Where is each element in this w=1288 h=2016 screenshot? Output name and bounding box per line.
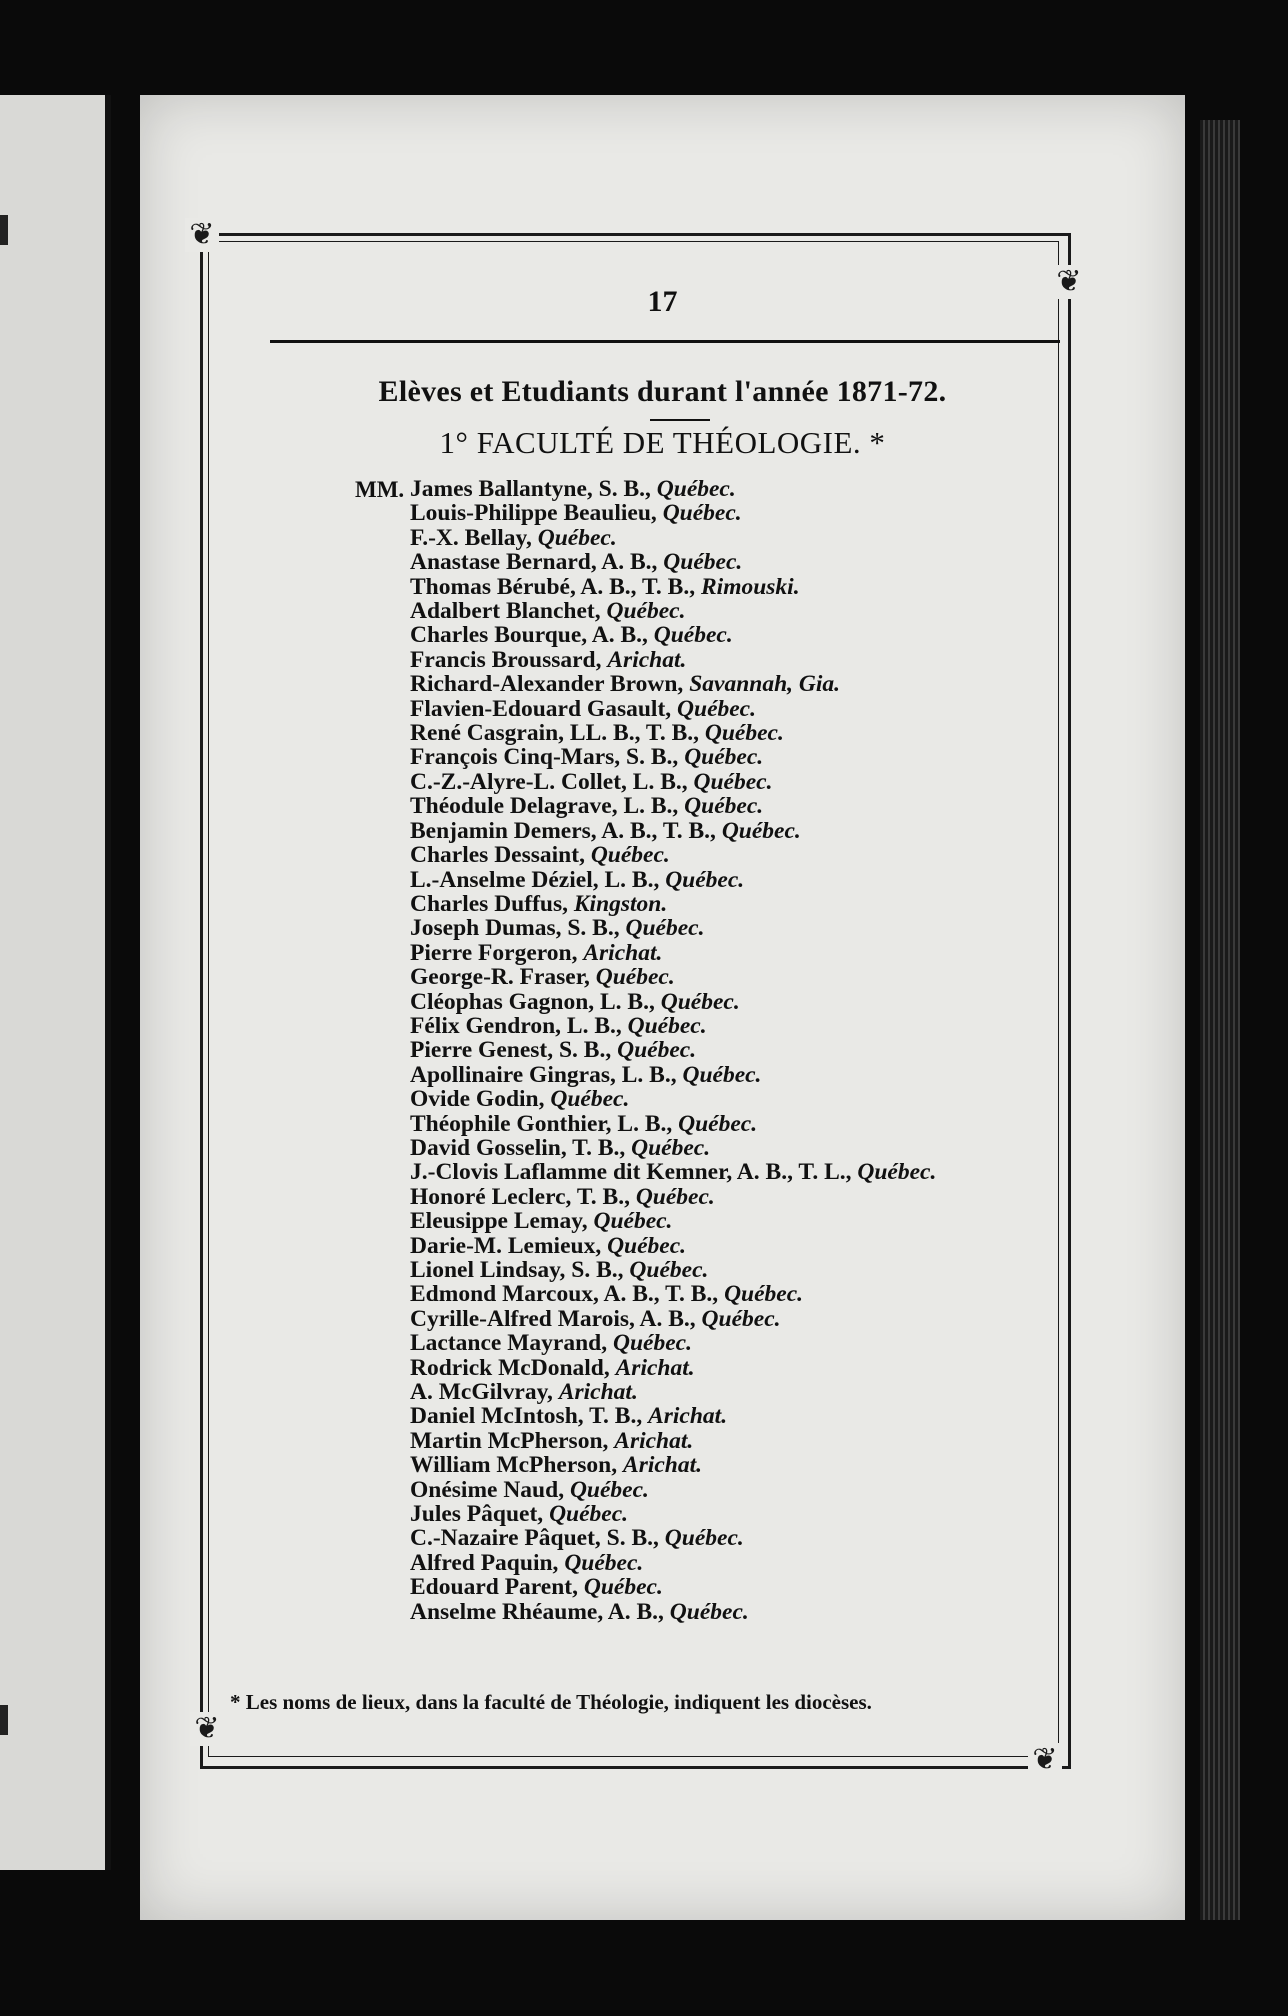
student-name: Flavien-Edouard Gasault, [410, 695, 678, 722]
student-list [355, 477, 1115, 1624]
student-place: Québec. [593, 1208, 673, 1235]
student-place: Arichat. [614, 1427, 694, 1454]
list-item [410, 1575, 1115, 1599]
student-place: Québec. [684, 744, 764, 771]
student-place: Québec. [677, 695, 756, 722]
student-place: Québec. [590, 842, 670, 869]
list-item [410, 1526, 1115, 1550]
student-name: Ovide Godin, [410, 1086, 551, 1113]
list-item [410, 1282, 1115, 1306]
student-place: Québec. [656, 476, 736, 502]
student-name: Lactance Mayrand, [410, 1330, 613, 1357]
student-name: Charles Duffus, [410, 890, 574, 917]
student-name: C.-Nazaire Pâquet, S. B., [410, 1525, 665, 1552]
book-page [140, 95, 1185, 1920]
student-place: Arichat. [623, 1452, 703, 1479]
list-item [410, 745, 1115, 769]
corner-ornament-icon: ❦ [190, 1712, 224, 1746]
list-item [410, 868, 1115, 892]
list-item [410, 1038, 1115, 1062]
student-place: Québec. [625, 915, 705, 942]
list-item [410, 721, 1115, 745]
student-name: Cyrille-Alfred Marois, A. B., [410, 1305, 702, 1332]
list-item [410, 672, 1115, 696]
student-name: Rodrick McDonald, [410, 1354, 616, 1381]
student-place: Québec. [627, 1012, 707, 1039]
student-entries [355, 477, 1115, 1624]
student-name: Jules Pâquet, [410, 1501, 550, 1528]
list-item [410, 1014, 1115, 1038]
student-name: Félix Gendron, L. B., [410, 1012, 628, 1039]
corner-ornament-icon: ❦ [1052, 265, 1086, 299]
list-item [410, 770, 1115, 794]
list-item [410, 892, 1115, 916]
student-place: Arichat. [607, 646, 687, 673]
list-item [410, 965, 1115, 989]
list-item [410, 1453, 1115, 1477]
student-name: Cléophas Gagnon, L. B., [410, 988, 661, 1015]
student-name: Apollinaire Gingras, L. B., [410, 1061, 683, 1088]
student-place: Québec. [607, 1232, 687, 1259]
list-item [410, 1209, 1115, 1233]
student-place: Québec. [653, 622, 733, 649]
list-item [410, 794, 1115, 818]
list-item [410, 1600, 1115, 1624]
student-name: Francis Broussard, [410, 646, 608, 673]
student-place: Québec. [693, 768, 773, 795]
title-rule [650, 419, 710, 421]
student-place: Québec. [704, 720, 784, 747]
student-name: Darie-M. Lemieux, [410, 1232, 608, 1259]
student-place: Québec. [595, 964, 675, 991]
student-place: Québec. [669, 1598, 749, 1625]
student-name: Eleusippe Lemay, [410, 1208, 594, 1235]
student-place: Kingston. [573, 890, 668, 917]
list-item [410, 1380, 1115, 1404]
list-item [410, 1307, 1115, 1331]
student-place: Québec. [857, 1159, 937, 1186]
student-name: Théophile Gonthier, L. B., [410, 1110, 679, 1137]
student-name: Martin McPherson, [410, 1427, 615, 1454]
student-place: Arichat. [583, 939, 663, 966]
list-item [410, 843, 1115, 867]
student-name: Benjamin Demers, A. B., T. B., [410, 817, 722, 844]
section-heading: 1° FACULTÉ DE THÉOLOGIE. * [439, 425, 886, 460]
student-place: Québec. [631, 1134, 711, 1161]
list-item [410, 1258, 1115, 1282]
student-name: Daniel McIntosh, T. B., [410, 1403, 649, 1430]
student-place: Québec. [684, 793, 764, 820]
page-edge-mark [0, 1705, 8, 1735]
student-place: Québec. [629, 1257, 709, 1283]
list-item [410, 1502, 1115, 1526]
student-place: Québec. [682, 1061, 762, 1088]
student-name: René Casgrain, LL. B., T. B., [410, 720, 705, 747]
page-stack-edge [1200, 120, 1240, 1920]
student-name: Onésime Naud, [410, 1476, 570, 1503]
list-item [410, 501, 1115, 525]
student-name: Joseph Dumas, S. B., [410, 915, 626, 942]
list-item [410, 1478, 1115, 1502]
student-place: Québec. [678, 1110, 758, 1137]
student-name: F.-X. Bellay, [410, 524, 538, 551]
list-item [410, 1087, 1115, 1111]
student-place: Rimouski. [700, 573, 800, 600]
list-item [410, 648, 1115, 672]
list-item [410, 1234, 1115, 1258]
student-place: Québec. [660, 988, 740, 1015]
student-name: Théodule Delagrave, L. B., [410, 793, 685, 820]
student-name: Anselme Rhéaume, A. B., [410, 1598, 670, 1625]
student-name: Richard-Alexander Brown, [410, 671, 690, 698]
student-place: Québec. [701, 1305, 781, 1332]
page-number: 17 [647, 285, 678, 318]
list-item [410, 1356, 1115, 1380]
student-name: A. McGilvray, [410, 1379, 559, 1406]
student-name: David Gosselin, T. B., [410, 1134, 632, 1161]
student-name: Honoré Leclerc, T. B., [410, 1183, 636, 1210]
list-item [410, 1404, 1115, 1428]
student-place: Arichat. [615, 1354, 695, 1381]
student-name: C.-Z.-Alyre-L. Collet, L. B., [410, 768, 694, 795]
student-name: François Cinq-Mars, S. B., [410, 744, 685, 771]
student-name: Louis-Philippe Beaulieu, [410, 500, 663, 527]
list-item [410, 1160, 1115, 1184]
student-name: Anastase Bernard, A. B., [410, 549, 664, 576]
student-name: L.-Anselme Déziel, L. B., [410, 866, 666, 893]
student-place: Québec. [569, 1476, 649, 1503]
student-place: Québec. [549, 1501, 629, 1528]
list-item [410, 697, 1115, 721]
corner-ornament-icon: ❦ [1028, 1743, 1062, 1777]
footnote: * Les noms de lieux, dans la faculté de Théologie, indiquent les diocèses. [230, 1690, 872, 1714]
list-item [410, 1551, 1115, 1575]
student-name: Adalbert Blanchet, [410, 598, 607, 625]
student-name: William McPherson, [410, 1452, 624, 1479]
student-name: J.-Clovis Laflamme dit Kemner, A. B., T. L., [410, 1159, 858, 1186]
list-item [410, 990, 1115, 1014]
student-place: Québec. [724, 1281, 804, 1308]
student-place: Québec. [583, 1574, 663, 1601]
list-item [410, 623, 1115, 647]
list-item [410, 1112, 1115, 1136]
student-place: Québec. [663, 549, 743, 576]
student-name: Alfred Paquin, [410, 1549, 565, 1576]
list-item [410, 599, 1115, 623]
list-item [410, 916, 1115, 940]
student-place: Québec. [537, 524, 617, 551]
list-item [410, 1331, 1115, 1355]
list-item [410, 575, 1115, 599]
honorific: MM. [355, 477, 405, 502]
student-name: Lionel Lindsay, S. B., [410, 1257, 630, 1283]
student-name: George-R. Fraser, [410, 964, 596, 991]
student-name: Thomas Bérubé, A. B., T. B., [410, 573, 701, 600]
student-place: Québec. [662, 500, 742, 527]
student-name: Charles Dessaint, [410, 842, 591, 869]
student-place: Savannah, Gia. [689, 671, 841, 698]
student-name: James Ballantyne, S. B., [410, 476, 657, 502]
student-place: Québec. [617, 1037, 697, 1064]
student-name: Pierre Genest, S. B., [410, 1037, 618, 1064]
list-item [410, 1429, 1115, 1453]
student-place: Québec. [613, 1330, 692, 1357]
student-name: Edouard Parent, [410, 1574, 584, 1601]
list-item [410, 477, 1115, 501]
student-place: Québec. [665, 866, 745, 893]
student-place: Québec. [721, 817, 801, 844]
student-place: Arichat. [648, 1403, 728, 1430]
header-rule [270, 340, 1060, 343]
student-name: Charles Bourque, A. B., [410, 622, 654, 649]
list-item [410, 1136, 1115, 1160]
page-edge-mark [0, 215, 8, 245]
student-place: Québec. [564, 1549, 644, 1576]
list-item [410, 526, 1115, 550]
list-item [410, 941, 1115, 965]
student-place: Québec. [550, 1086, 630, 1113]
student-place: Québec. [635, 1183, 715, 1210]
student-place: Québec. [606, 598, 686, 625]
corner-ornament-icon: ❦ [185, 218, 219, 252]
student-name: Pierre Forgeron, [410, 939, 584, 966]
student-name: Edmond Marcoux, A. B., T. B., [410, 1281, 725, 1308]
page-title: Elèves et Etudiants durant l'année 1871-72. [378, 375, 947, 408]
adjacent-left-page [0, 95, 111, 1870]
student-place: Arichat. [558, 1379, 638, 1406]
list-item [410, 550, 1115, 574]
list-item [410, 819, 1115, 843]
list-item [410, 1185, 1115, 1209]
student-place: Québec. [664, 1525, 744, 1552]
list-item [410, 1063, 1115, 1087]
